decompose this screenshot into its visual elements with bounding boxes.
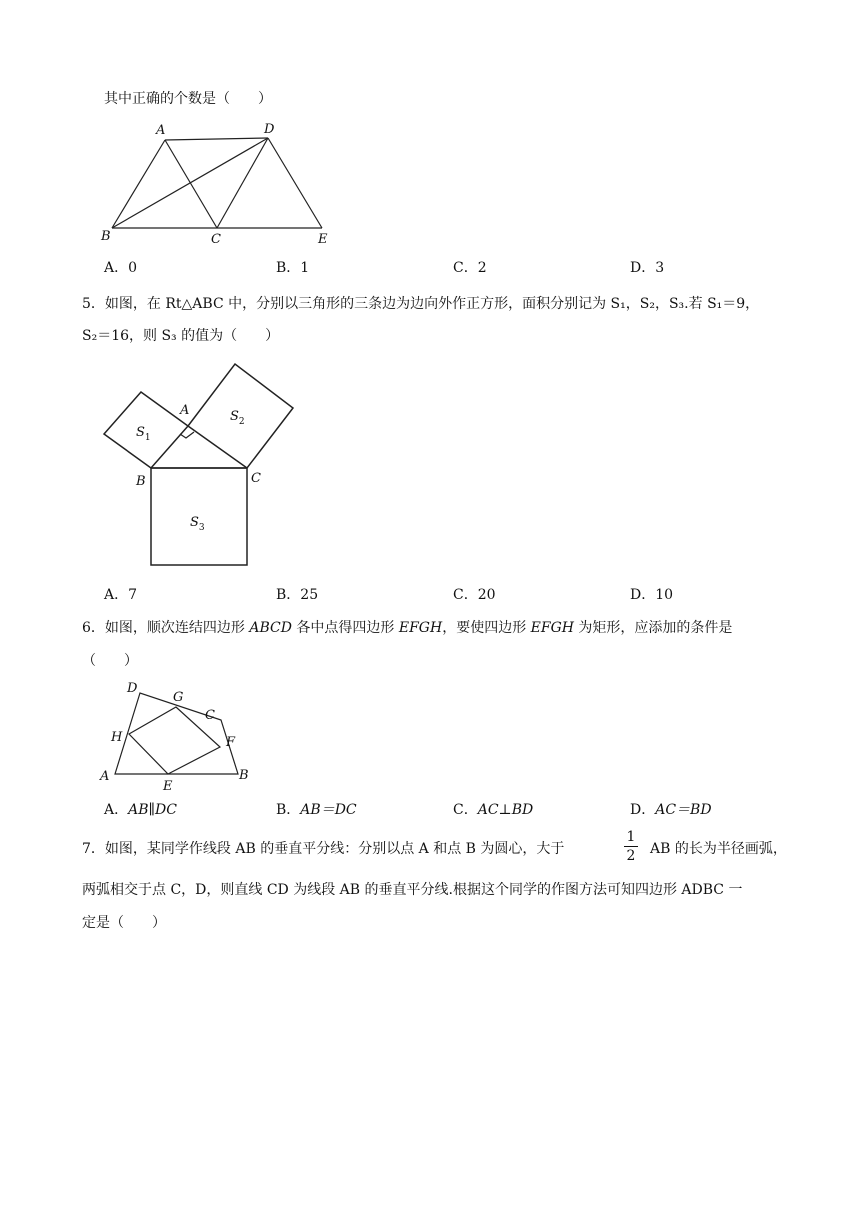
q5-line2: S₂＝16，则 S₃ 的值为（ ） <box>82 328 280 344</box>
q6-label-a: A <box>100 769 110 784</box>
q5-line1: 5．如图，在 Rt△ABC 中，分别以三角形的三条边为边向外作正方形，面积分别记为 S₁，S₂，S₃.若 S₁＝9， <box>82 296 760 312</box>
q7-fraction-half: $\frac{1}{2}$ <box>624 828 638 865</box>
q5-figure <box>100 358 320 578</box>
q5-label-s1: $S_1$ <box>136 425 151 443</box>
q6-line2: （ ） <box>82 653 138 669</box>
q4-option-a: A．0 <box>104 260 138 276</box>
q4-intro: 其中正确的个数是（ ） <box>104 91 272 107</box>
q5-option-b: B．25 <box>276 587 319 603</box>
q5-label-b: B <box>136 474 146 489</box>
q5-label-s3: $S_3$ <box>190 515 205 533</box>
q4-option-b: B．1 <box>276 260 310 276</box>
q6-option-d: D．AC＝BD <box>630 802 712 818</box>
q6-option-a: A．AB∥DC <box>104 802 177 818</box>
q4-option-d: D．3 <box>630 260 665 276</box>
q4-label-a: A <box>156 123 166 138</box>
q7-line1-end: AB 的长为半径画弧， <box>650 841 787 857</box>
q5-label-c: C <box>251 471 261 486</box>
q6-label-d: D <box>127 681 138 696</box>
q5-option-c: C．20 <box>453 587 496 603</box>
q6-figure <box>96 680 266 794</box>
q4-figure <box>100 118 340 248</box>
q6-label-h: H <box>111 730 123 745</box>
q6-label-b: B <box>239 768 249 783</box>
q6-label-g: G <box>173 690 184 705</box>
q4-label-d: D <box>264 122 275 137</box>
q7-line1-start: 7．如图，某同学作线段 AB 的垂直平分线：分别以点 A 和点 B 为圆心，大于 <box>82 841 565 857</box>
q6-label-c: C <box>205 708 215 723</box>
q7-line3: 定是（ ） <box>82 915 166 931</box>
q6-label-f: F <box>226 735 236 750</box>
q4-label-c: C <box>211 232 221 247</box>
q5-option-a: A．7 <box>104 587 138 603</box>
q6-label-e: E <box>163 779 173 794</box>
q4-label-b: B <box>101 229 111 244</box>
q6-line1: 6．如图，顺次连结四边形 ABCD 各中点得四边形 EFGH，要使四边形 EFGH 为矩形，应添加的条件是 <box>82 620 733 636</box>
q5-option-d: D．10 <box>630 587 674 603</box>
q4-option-c: C．2 <box>453 260 487 276</box>
q7-line2: 两弧相交于点 C，D，则直线 CD 为线段 AB 的垂直平分线.根据这个同学的作图方法可知四边形 ADBC 一 <box>82 882 743 898</box>
q6-option-b: B．AB＝DC <box>276 802 357 818</box>
q5-label-a: A <box>180 403 190 418</box>
q4-label-e: E <box>318 232 328 247</box>
q6-option-c: C．AC⊥BD <box>453 802 534 818</box>
q5-label-s2: $S_2$ <box>230 409 245 427</box>
